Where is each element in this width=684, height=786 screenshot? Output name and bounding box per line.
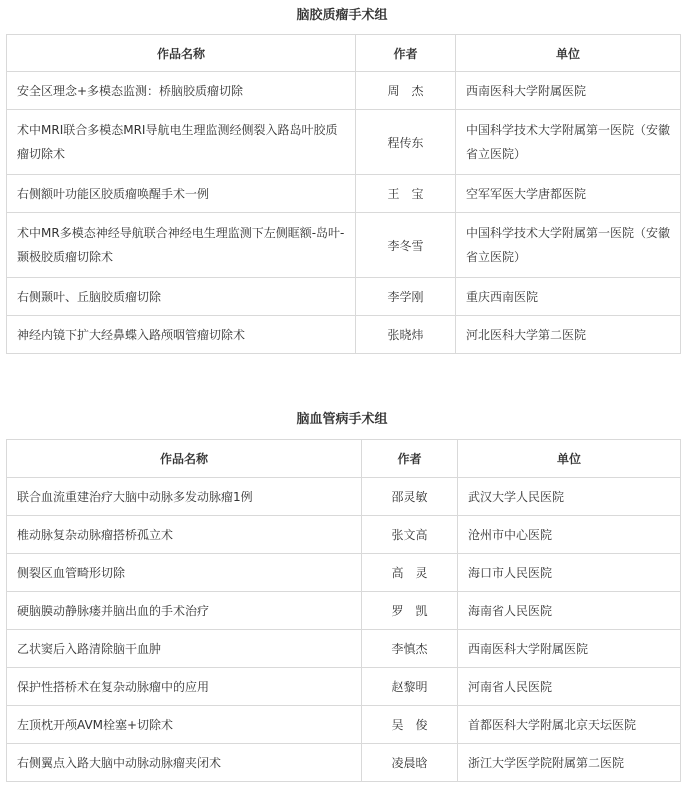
unit: 西南医科大学附属医院 [456, 72, 681, 110]
header-work: 作品名称 [7, 35, 356, 72]
unit: 武汉大学人民医院 [458, 478, 681, 516]
section-title-glioma: 脑胶质瘤手术组 [296, 8, 388, 23]
header-unit: 单位 [456, 35, 681, 72]
unit: 中国科学技术大学附属第一医院（安徽省立医院） [456, 213, 681, 278]
work-title: 硬脑膜动静脉瘘并脑出血的手术治疗 [7, 592, 362, 630]
author: 李学刚 [356, 278, 456, 316]
table-row [7, 630, 681, 668]
table-row [7, 110, 681, 175]
table-row [7, 278, 681, 316]
author: 吴 俊 [362, 706, 458, 744]
author: 邵灵敏 [362, 478, 458, 516]
table-row [7, 706, 681, 744]
unit: 浙江大学医学院附属第二医院 [458, 744, 681, 782]
glioma-table [6, 34, 681, 354]
table-row [7, 316, 681, 354]
table-row [7, 175, 681, 213]
unit: 中国科学技术大学附属第一医院（安徽省立医院） [456, 110, 681, 175]
author: 李慎杰 [362, 630, 458, 668]
header-author: 作者 [356, 35, 456, 72]
author: 罗 凯 [362, 592, 458, 630]
author: 程传东 [356, 110, 456, 175]
work-title: 右侧翼点入路大脑中动脉动脉瘤夹闭术 [7, 744, 362, 782]
work-title: 联合血流重建治疗大脑中动脉多发动脉瘤1例 [7, 478, 362, 516]
table-row [7, 213, 681, 278]
unit: 重庆西南医院 [456, 278, 681, 316]
author: 张晓炜 [356, 316, 456, 354]
author: 凌晨晗 [362, 744, 458, 782]
work-title: 右侧额叶功能区胶质瘤唤醒手术一例 [7, 175, 356, 213]
author: 张文高 [362, 516, 458, 554]
author: 高 灵 [362, 554, 458, 592]
table-row [7, 72, 681, 110]
unit: 首都医科大学附属北京天坛医院 [458, 706, 681, 744]
table-row [7, 744, 681, 782]
table-row [7, 478, 681, 516]
work-title: 右侧颞叶、丘脑胶质瘤切除 [7, 278, 356, 316]
cerebrovascular-table [6, 439, 681, 782]
work-title: 左顶枕开颅AVM栓塞+切除术 [7, 706, 362, 744]
work-title: 椎动脉复杂动脉瘤搭桥孤立术 [7, 516, 362, 554]
work-title: 安全区理念+多模态监测：桥脑胶质瘤切除 [7, 72, 356, 110]
table-row [7, 592, 681, 630]
work-title: 术中MR多模态神经导航联合神经电生理监测下左侧眶额-岛叶-颞极胶质瘤切除术 [7, 213, 356, 278]
author: 赵黎明 [362, 668, 458, 706]
work-title: 术中MRI联合多模态MRI导航电生理监测经侧裂入路岛叶胶质瘤切除术 [7, 110, 356, 175]
work-title: 侧裂区血管畸形切除 [7, 554, 362, 592]
unit: 河南省人民医院 [458, 668, 681, 706]
unit: 河北医科大学第二医院 [456, 316, 681, 354]
unit: 沧州市中心医院 [458, 516, 681, 554]
table-row [7, 668, 681, 706]
table-row [7, 516, 681, 554]
author: 周 杰 [356, 72, 456, 110]
header-author: 作者 [362, 440, 458, 478]
work-title: 保护性搭桥术在复杂动脉瘤中的应用 [7, 668, 362, 706]
section-title-cerebrovascular: 脑血管病手术组 [296, 412, 388, 427]
work-title: 神经内镜下扩大经鼻蝶入路颅咽管瘤切除术 [7, 316, 356, 354]
header-work: 作品名称 [7, 440, 362, 478]
unit: 海口市人民医院 [458, 554, 681, 592]
table-header-row [7, 440, 681, 478]
work-title: 乙状窦后入路清除脑干血肿 [7, 630, 362, 668]
table-header-row [7, 35, 681, 72]
unit: 海南省人民医院 [458, 592, 681, 630]
header-unit: 单位 [458, 440, 681, 478]
unit: 西南医科大学附属医院 [458, 630, 681, 668]
unit: 空军军医大学唐都医院 [456, 175, 681, 213]
author: 李冬雪 [356, 213, 456, 278]
author: 王 宝 [356, 175, 456, 213]
table-row [7, 554, 681, 592]
